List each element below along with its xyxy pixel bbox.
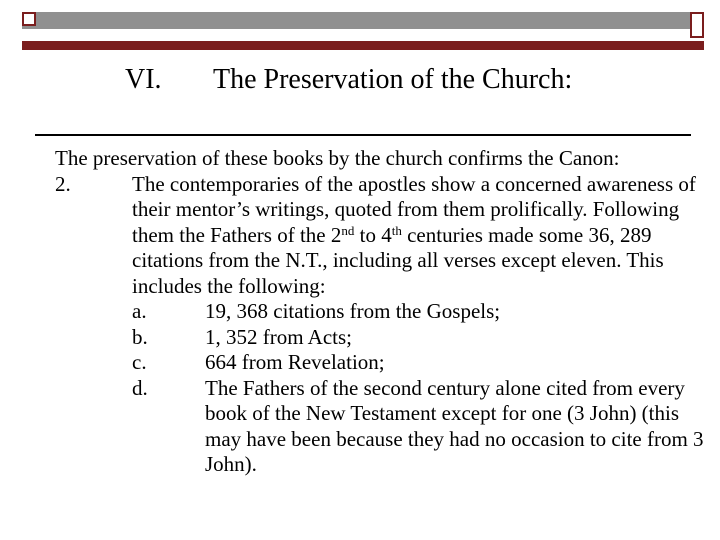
title-text: The Preservation of the Church:	[213, 64, 573, 95]
decorative-top-bar	[22, 12, 704, 40]
slide-title	[125, 64, 572, 96]
subpoint-label: d.	[132, 375, 148, 400]
subpoint-b	[132, 325, 715, 351]
title-divider	[35, 134, 691, 136]
subpoint-text: 19, 368 citations from the Gospels;	[205, 299, 501, 323]
right-square-ornament	[690, 12, 704, 38]
slide-body	[55, 146, 715, 478]
point-text-part3: centuries made some 36, 289 citations from the N.T., including all verses except eleven. This includes the following:	[132, 222, 664, 298]
point-text-part1: The contemporaries of the apostles show a concerned awareness of their mentor’s writings, quoted from them prolifically. Following them the Fathers of the 2	[132, 171, 696, 247]
top-bar-grey-band	[22, 12, 704, 29]
subpoint-text: 1, 352 from Acts;	[205, 324, 352, 349]
subpoint-text: The Fathers of the second century alone cited from every book of the New Testament except for one (3 John) (this may have been because they had no occasion to cite from 3 John).	[205, 375, 704, 476]
subpoint-label: a.	[132, 299, 147, 323]
point-text-part2: to 4	[354, 222, 392, 247]
subpoint-text: 664 from Revelation;	[205, 350, 385, 374]
superscript-th: th	[391, 222, 402, 238]
subpoint-d	[132, 376, 715, 478]
left-square-ornament	[22, 12, 36, 26]
subpoint-label: c.	[132, 350, 147, 374]
subpoint-a	[132, 299, 715, 325]
superscript-nd: nd	[341, 222, 355, 238]
title-numeral: VI.	[125, 64, 162, 95]
point-2	[55, 172, 715, 478]
subpoint-c	[132, 350, 715, 376]
top-bar-red-band	[22, 41, 704, 50]
intro-line: The preservation of these books by the church confirms the Canon:	[55, 146, 620, 170]
point-label: 2.	[55, 171, 71, 196]
subpoint-label: b.	[132, 324, 148, 349]
